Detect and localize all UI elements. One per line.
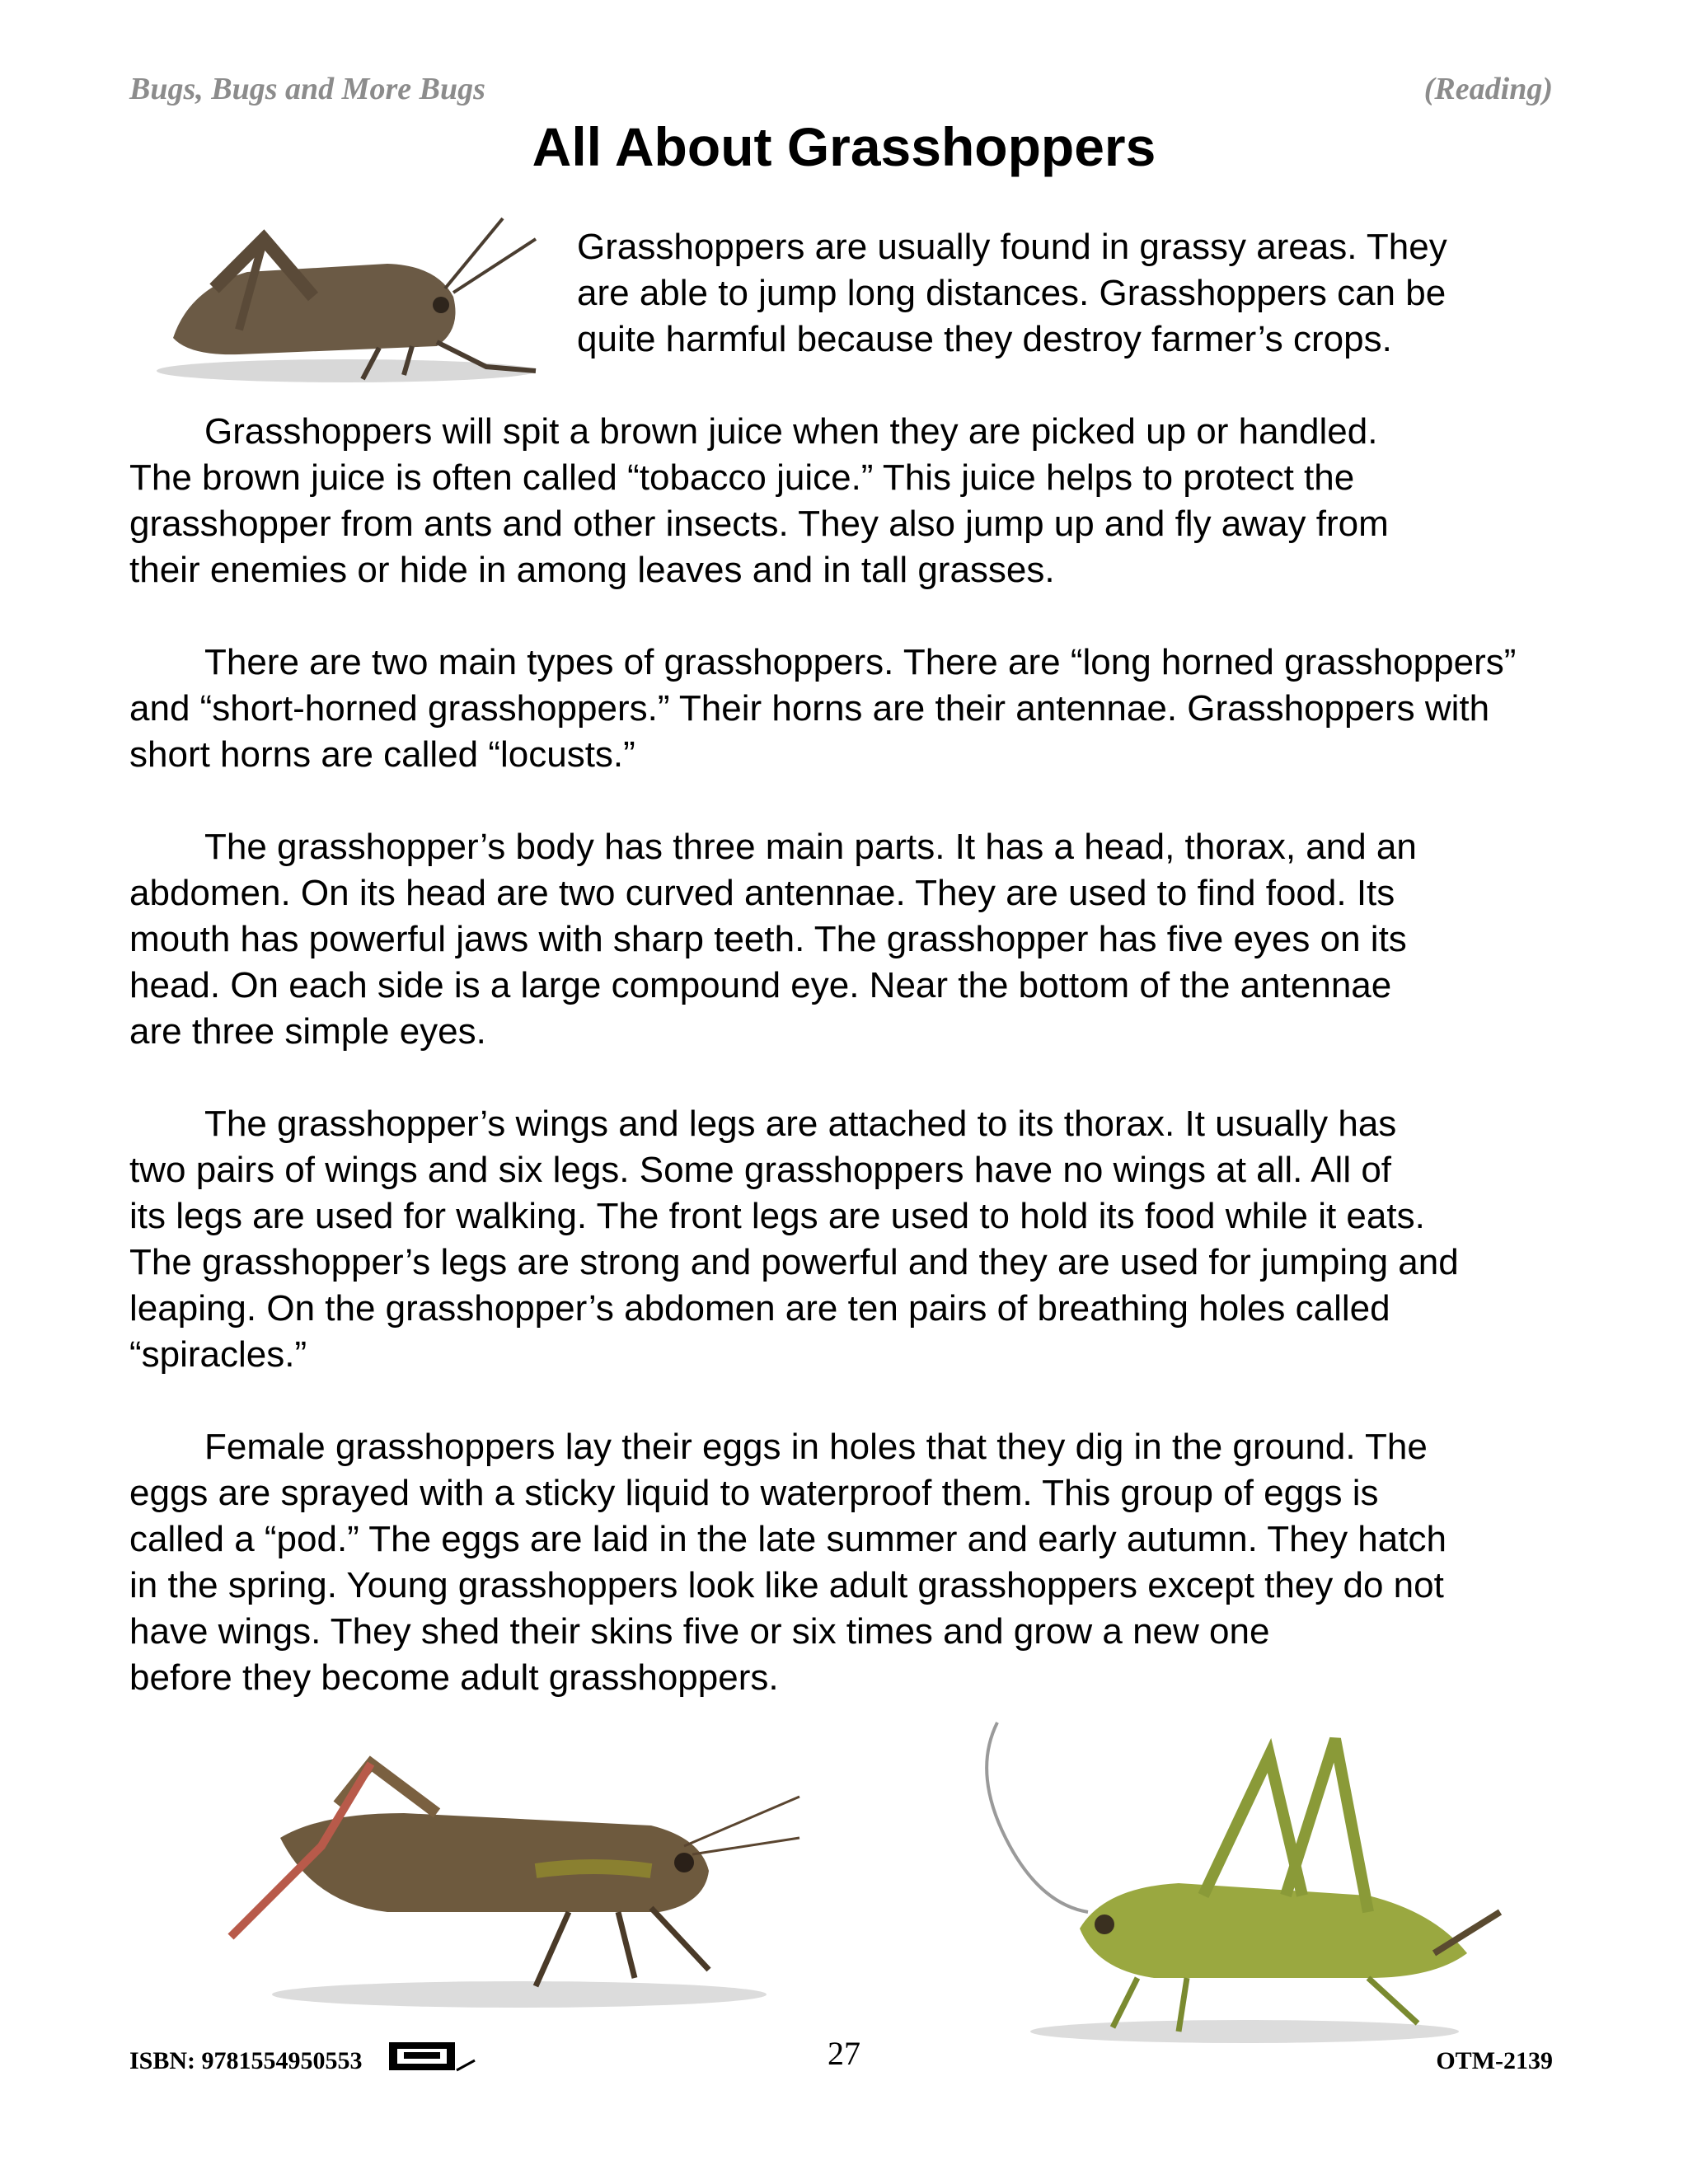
paragraph-body-parts [129,824,1564,1055]
page-number: 27 [828,2035,860,2072]
paragraph-eggs [129,1424,1564,1701]
paragraph-line: leaping. On the grasshopper’s abdomen are ten pairs of breathing holes called [129,1288,1390,1329]
intro-line: quite harmful because they destroy farmer’s crops. [577,319,1392,359]
paragraph-line: The brown juice is often called “tobacco juice.” This juice helps to protect the [129,457,1355,498]
paragraph-line: called a “pod.” The eggs are laid in the late summer and early autumn. They hatch [129,1519,1447,1559]
paragraph-line: abdomen. On its head are two curved antennae. They are used to find food. Its [129,873,1395,913]
paragraph-line: “spiracles.” [129,1334,307,1375]
paragraph-line: mouth has powerful jaws with sharp teeth. The grasshopper has five eyes on its [129,919,1407,959]
page-title: All About Grasshoppers [532,116,1156,177]
paragraph-line: There are two main types of grasshoppers. There are “long horned grasshoppers” [204,642,1517,682]
intro-line: Grasshoppers are usually found in grassy areas. They [577,227,1447,267]
paragraph-line: its legs are used for walking. The front legs are used to hold its food while it eats. [129,1196,1425,1236]
section-label-header: (Reading) [1423,72,1553,106]
paragraph-types [129,640,1564,778]
paragraph-line: Female grasshoppers lay their eggs in holes that they dig in the ground. The [204,1427,1428,1467]
paragraph-line: have wings. They shed their skins five or six times and grow a new one [129,1611,1270,1652]
grasshopper-red-legged-photo [223,1747,816,2019]
product-code: OTM-2139 [1436,2047,1553,2074]
intro-paragraph [577,224,1566,363]
grasshopper-green-longhorn-photo [973,1706,1508,2052]
paragraph-line: The grasshopper’s body has three main parts. It has a head, thorax, and an [204,827,1417,867]
paragraph-line: are three simple eyes. [129,1011,486,1052]
paragraph-line: The grasshopper’s legs are strong and powerful and they are used for jumping and [129,1242,1459,1282]
isbn-label: ISBN: 9781554950553 [129,2047,363,2074]
paragraph-line: eggs are sprayed with a sticky liquid to waterproof them. This group of eggs is [129,1473,1379,1513]
paragraph-line: grasshopper from ants and other insects. They also jump up and fly away from [129,504,1389,544]
paragraph-line: two pairs of wings and six legs. Some grasshoppers have no wings at all. All of [129,1150,1392,1190]
paragraph-line: and “short-horned grasshoppers.” Their horns are their antennae. Grasshoppers with [129,688,1490,729]
grasshopper-brown-photo [140,206,569,396]
intro-line: are able to jump long distances. Grasshoppers can be [577,273,1447,313]
paragraph-line: short horns are called “locusts.” [129,734,635,775]
paragraph-line: Grasshoppers will spit a brown juice when they are picked up or handled. [204,411,1378,452]
paragraph-defense [129,409,1564,593]
paragraph-line: in the spring. Young grasshoppers look like adult grasshoppers except they do not [129,1565,1444,1605]
paragraph-wings-legs [129,1101,1564,1378]
book-title-header: Bugs, Bugs and More Bugs [129,72,485,106]
paragraph-line: The grasshopper’s wings and legs are attached to its thorax. It usually has [204,1104,1397,1144]
paragraph-line: their enemies or hide in among leaves and in tall grasses. [129,550,1055,590]
paragraph-line: head. On each side is a large compound eye. Near the bottom of the antennae [129,965,1392,1005]
paragraph-line: before they become adult grasshoppers. [129,1657,779,1698]
